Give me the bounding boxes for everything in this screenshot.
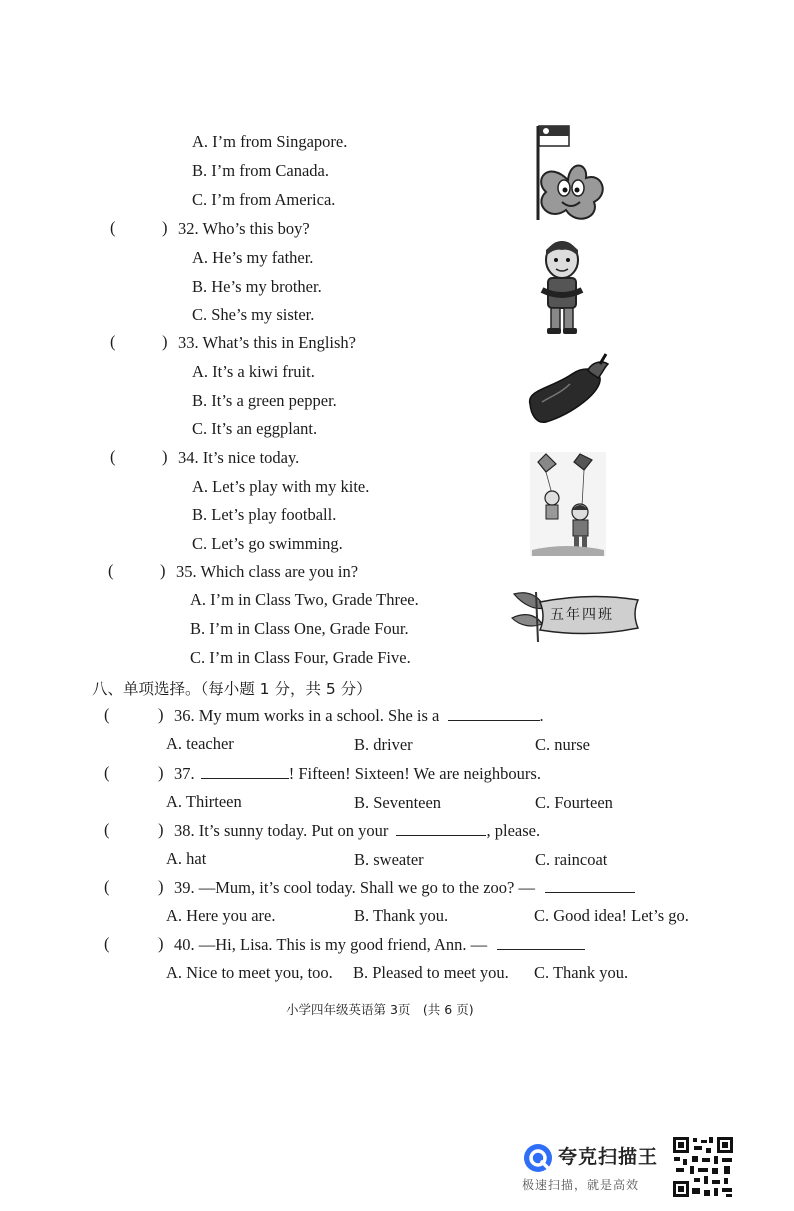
q40-answer-open-paren[interactable]: ( <box>104 934 110 953</box>
q36-option-c: C. nurse <box>535 735 590 754</box>
page-footer: 小学四年级英语第 3页 (共 6 页) <box>286 1002 474 1017</box>
q38-question <box>174 821 540 841</box>
q36-answer-open-paren[interactable]: ( <box>104 705 110 724</box>
q39-option-c: C. Good idea! Let’s go. <box>534 906 689 925</box>
q32-option-a: A. He’s my father. <box>192 248 314 267</box>
q36-text-before: 36. My mum works in a school. She is a <box>174 706 440 725</box>
q39-text-before: 39. —Mum, it’s cool today. Shall we go to the zoo? — <box>174 878 535 897</box>
q40-question <box>174 935 585 955</box>
brand-title: 夸克扫描王 <box>558 1146 659 1168</box>
class-sign-text: 五年四班 <box>550 607 614 623</box>
q34-option-c: C. Let’s go swimming. <box>192 534 343 553</box>
q40-option-a: A. Nice to meet you, too. <box>166 963 333 982</box>
brand-subtitle: 极速扫描，就是高效 <box>522 1178 640 1192</box>
q36-option-a: A. teacher <box>166 734 234 753</box>
q37-option-a: A. Thirteen <box>166 792 242 811</box>
q37-answer-close-paren: ) <box>158 763 164 782</box>
q35-question: 35. Which class are you in? <box>176 562 359 581</box>
q33-option-c: C. It’s an eggplant. <box>192 419 318 438</box>
q31-option-b: B. I’m from Canada. <box>192 161 330 180</box>
quark-logo-icon <box>522 1142 554 1174</box>
q39-question <box>174 878 635 898</box>
section-8-heading: 八、单项选择。（每小题 1 分，共 5 分） <box>92 680 372 698</box>
q32-question: 32. Who’s this boy? <box>178 219 310 238</box>
q36-option-b: B. driver <box>354 735 413 754</box>
kids-flying-kites-image <box>526 450 608 558</box>
q38-text-before: 38. It’s sunny today. Put on your <box>174 821 389 840</box>
q32-answer-open-paren[interactable]: ( <box>110 218 116 237</box>
q37-text-after: ! Fifteen! Sixteen! We are neighbours. <box>288 764 541 783</box>
q34-answer-close-paren: ) <box>162 447 168 466</box>
q39-answer-open-paren[interactable]: ( <box>104 877 110 896</box>
q39-option-b: B. Thank you. <box>354 906 449 925</box>
q38-option-b: B. sweater <box>354 850 424 869</box>
q40-blank[interactable] <box>497 936 585 950</box>
q31-option-a: A. I’m from Singapore. <box>192 132 348 151</box>
q35-answer-open-paren[interactable]: ( <box>108 561 114 580</box>
q38-answer-close-paren: ) <box>158 820 164 839</box>
q37-blank[interactable] <box>201 765 289 779</box>
q40-option-b: B. Pleased to meet you. <box>353 963 509 982</box>
q35-option-c: C. I’m in Class Four, Grade Five. <box>190 648 411 667</box>
q38-text-after: , please. <box>486 821 541 840</box>
q32-answer-close-paren: ) <box>162 218 168 237</box>
q36-blank[interactable] <box>448 707 540 721</box>
q33-option-b: B. It’s a green pepper. <box>192 391 337 410</box>
scanner-brand-watermark <box>520 1138 670 1198</box>
eggplant-image <box>522 352 612 426</box>
singapore-flag-flower-image <box>528 120 608 228</box>
q39-answer-close-paren: ) <box>158 877 164 896</box>
q38-option-a: A. hat <box>166 849 207 868</box>
q33-option-a: A. It’s a kiwi fruit. <box>192 362 315 381</box>
q37-answer-open-paren[interactable]: ( <box>104 763 110 782</box>
q36-question <box>174 706 544 726</box>
q32-option-b: B. He’s my brother. <box>192 277 322 296</box>
q33-answer-close-paren: ) <box>162 332 168 351</box>
q35-option-a: A. I’m in Class Two, Grade Three. <box>190 590 419 609</box>
q37-option-c: C. Fourteen <box>535 793 613 812</box>
q37-question <box>174 764 541 784</box>
q36-text-after: . <box>539 706 544 725</box>
q35-answer-close-paren: ) <box>160 561 166 580</box>
q34-answer-open-paren[interactable]: ( <box>110 447 116 466</box>
q37-text-before: 37. <box>174 764 195 783</box>
qr-code-icon[interactable] <box>672 1136 734 1198</box>
q33-answer-open-paren[interactable]: ( <box>110 332 116 351</box>
q34-option-b: B. Let’s play football. <box>192 505 337 524</box>
q38-option-c: C. raincoat <box>535 850 608 869</box>
q35-option-b: B. I’m in Class One, Grade Four. <box>190 619 409 638</box>
q36-answer-close-paren: ) <box>158 705 164 724</box>
q38-blank[interactable] <box>396 822 486 836</box>
q40-text-before: 40. —Hi, Lisa. This is my good friend, Ann. — <box>174 935 488 954</box>
q32-option-c: C. She’s my sister. <box>192 305 315 324</box>
q39-blank[interactable] <box>545 879 635 893</box>
class-sign-image <box>510 588 642 644</box>
q40-option-c: C. Thank you. <box>534 963 629 982</box>
q31-option-c: C. I’m from America. <box>192 190 336 209</box>
q33-question: 33. What’s this in English? <box>178 333 356 352</box>
boy-image <box>534 238 590 338</box>
q39-option-a: A. Here you are. <box>166 906 276 925</box>
q40-answer-close-paren: ) <box>158 934 164 953</box>
q38-answer-open-paren[interactable]: ( <box>104 820 110 839</box>
q34-option-a: A. Let’s play with my kite. <box>192 477 370 496</box>
q34-question: 34. It’s nice today. <box>178 448 300 467</box>
q37-option-b: B. Seventeen <box>354 793 442 812</box>
